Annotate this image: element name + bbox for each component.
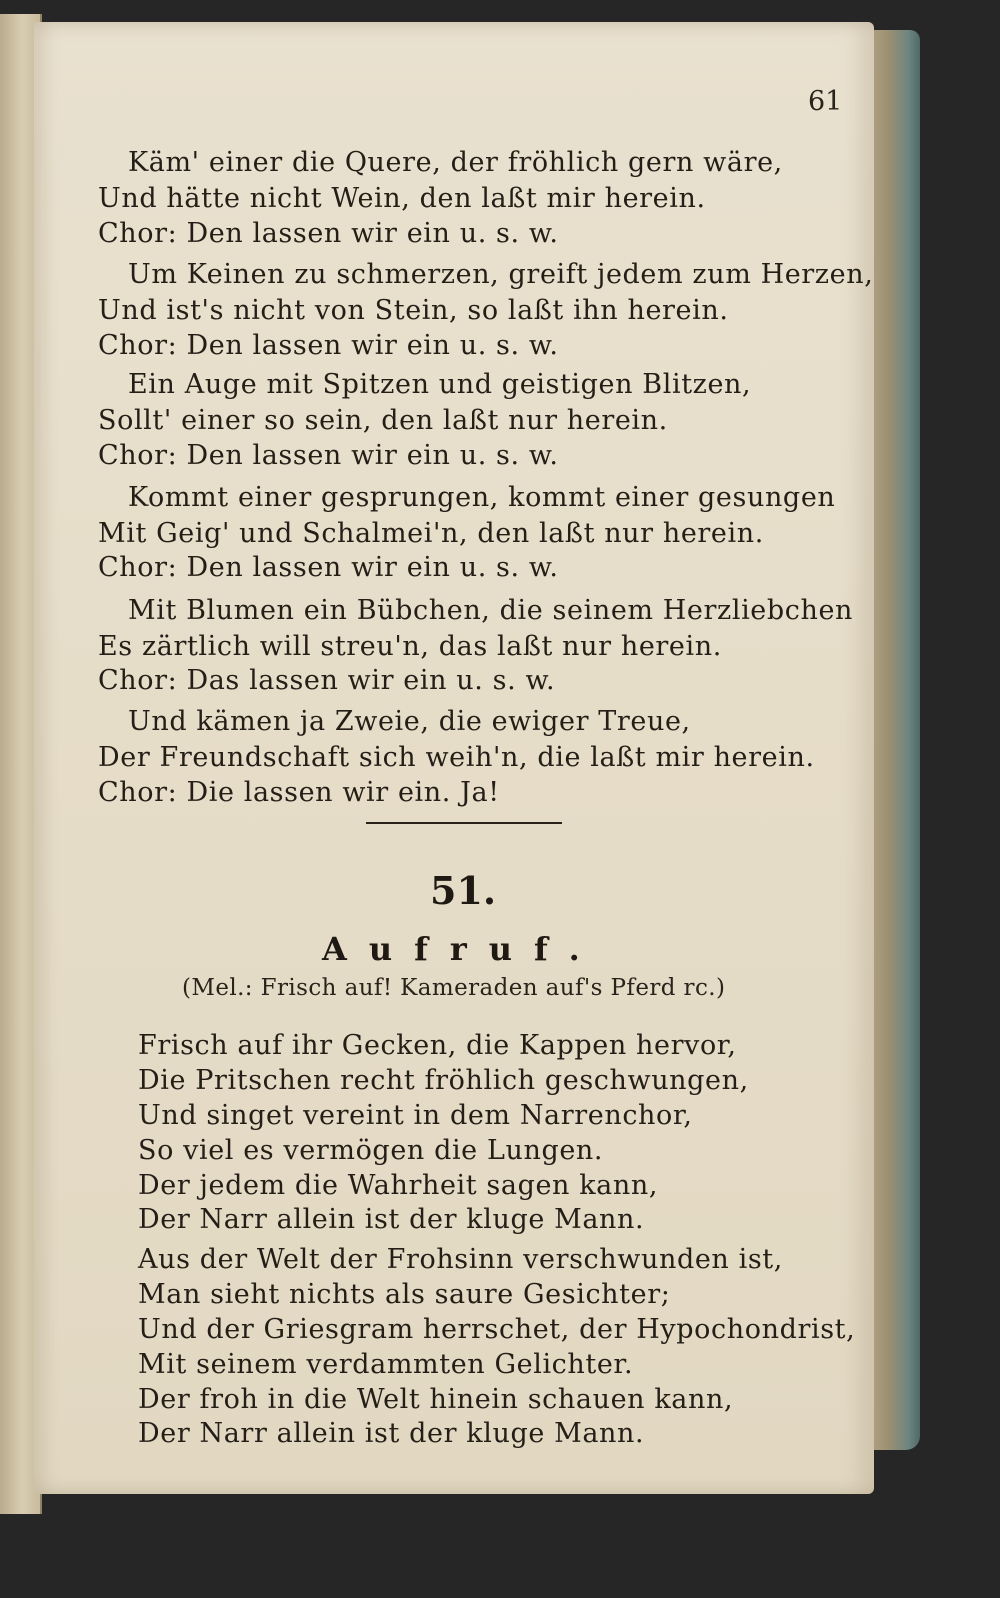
song-title: Aufruf.: [322, 930, 602, 968]
verse-line: Kommt einer gesprungen, kommt einer gesungen: [128, 482, 836, 513]
song-line: Aus der Welt der Frohsinn verschwunden ist,: [138, 1244, 783, 1275]
chorus-line: Chor: Den lassen wir ein u. s. w.: [98, 440, 559, 471]
song-line: Der froh in die Welt hinein schauen kann,: [138, 1384, 734, 1415]
chorus-line: Chor: Den lassen wir ein u. s. w.: [98, 552, 559, 583]
chorus-line: Chor: Die lassen wir ein. Ja!: [98, 777, 500, 808]
verse-line: Der Freundschaft sich weih'n, die laßt mir herein.: [98, 742, 815, 773]
verse-line: Und kämen ja Zweie, die ewiger Treue,: [128, 706, 691, 737]
song-line: Der jedem die Wahrheit sagen kann,: [138, 1170, 659, 1201]
song-line: Und der Griesgram herrschet, der Hypochondrist,: [138, 1314, 856, 1345]
verse-line: Und hätte nicht Wein, den laßt mir herein.: [98, 183, 706, 214]
song-refrain: Der Narr allein ist der kluge Mann.: [138, 1418, 645, 1449]
verse-line: Und ist's nicht von Stein, so laßt ihn herein.: [98, 295, 729, 326]
song-number: 51.: [430, 868, 497, 913]
page-number: 61: [808, 86, 843, 117]
section-divider: [366, 822, 562, 824]
verse-line: Ein Auge mit Spitzen und geistigen Blitzen,: [128, 369, 752, 400]
melody-note: (Mel.: Frisch auf! Kameraden auf's Pferd rc.): [182, 975, 726, 1001]
verse-line: Sollt' einer so sein, den laßt nur herein.: [98, 405, 668, 436]
chorus-line: Chor: Den lassen wir ein u. s. w.: [98, 330, 559, 361]
song-line: So viel es vermögen die Lungen.: [138, 1135, 604, 1166]
song-line: Man sieht nichts als saure Gesichter;: [138, 1279, 671, 1310]
verse-line: Käm' einer die Quere, der fröhlich gern wäre,: [128, 147, 783, 178]
verse-line: Mit Blumen ein Bübchen, die seinem Herzliebchen: [128, 595, 854, 626]
verse-line: Um Keinen zu schmerzen, greift jedem zum Herzen,: [128, 259, 874, 290]
chorus-line: Chor: Das lassen wir ein u. s. w.: [98, 665, 556, 696]
song-line: Mit seinem verdammten Gelichter.: [138, 1349, 634, 1380]
chorus-line: Chor: Den lassen wir ein u. s. w.: [98, 218, 559, 249]
song-line: Und singet vereint in dem Narrenchor,: [138, 1100, 693, 1131]
verse-line: Mit Geig' und Schalmei'n, den laßt nur herein.: [98, 518, 764, 549]
song-refrain: Der Narr allein ist der kluge Mann.: [138, 1204, 645, 1235]
song-line: Die Pritschen recht fröhlich geschwungen,: [138, 1065, 749, 1096]
song-line: Frisch auf ihr Gecken, die Kappen hervor,: [138, 1030, 737, 1061]
verse-line: Es zärtlich will streu'n, das laßt nur herein.: [98, 631, 722, 662]
